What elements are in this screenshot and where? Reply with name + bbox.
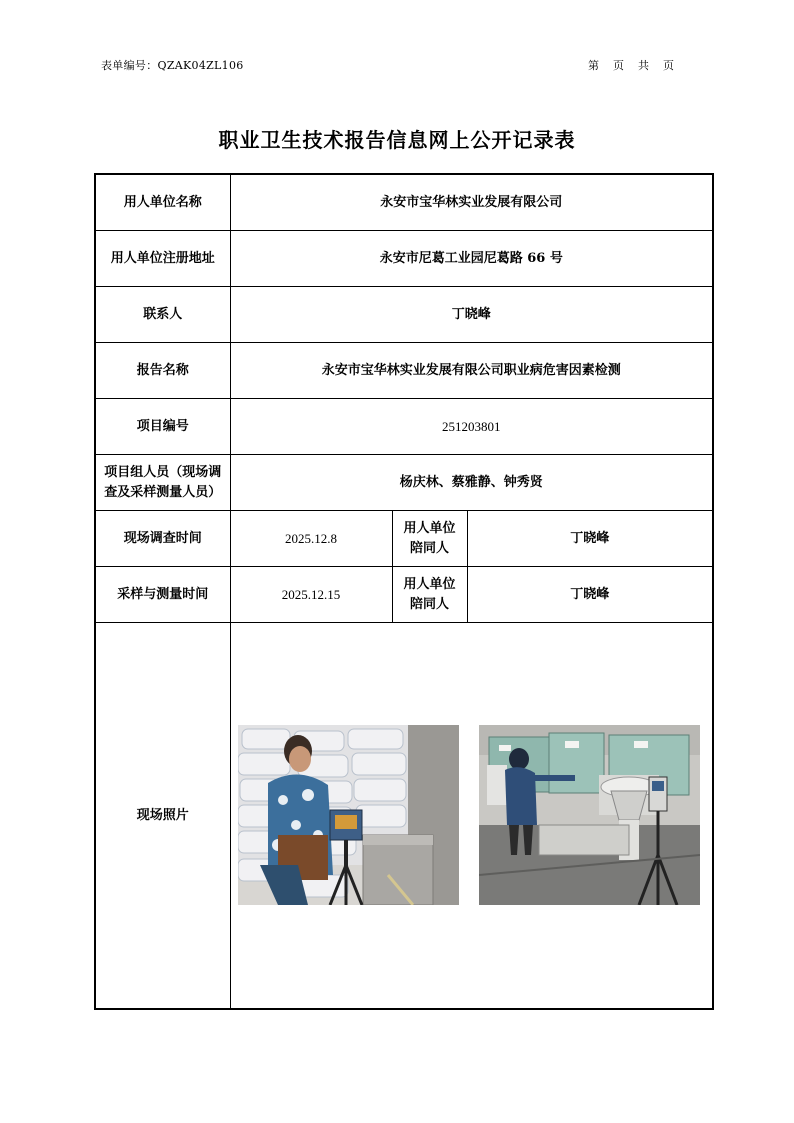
site-photo-1 [238, 725, 459, 905]
page-title: 职业卫生技术报告信息网上公开记录表 [218, 128, 576, 152]
survey-time-value: 2025.12.8 [230, 511, 392, 567]
contact-label: 联系人 [95, 287, 230, 343]
report-value: 永安市宝华林实业发展有限公司职业病危害因素检测 [230, 343, 713, 399]
employer-value: 永安市宝华林实业发展有限公司 [230, 174, 713, 231]
address-value: 永安市尼葛工业园尼葛路 66 号 [230, 231, 713, 287]
survey-time-label: 现场调查时间 [95, 511, 230, 567]
page-number: 第 页 共 页 [588, 59, 674, 72]
record-table [94, 173, 714, 1010]
report-label: 报告名称 [95, 343, 230, 399]
row-survey [95, 511, 713, 567]
row-sampling [95, 567, 713, 623]
address-label: 用人单位注册地址 [95, 231, 230, 287]
team-label: 项目组人员（现场调查及采样测量人员） [95, 455, 230, 511]
row-report [95, 343, 713, 399]
photos-cell [230, 623, 713, 1010]
row-team [95, 455, 713, 511]
row-employer [95, 174, 713, 231]
project-no-value: 251203801 [230, 399, 713, 455]
row-address [95, 231, 713, 287]
site-photo-2 [479, 725, 700, 905]
row-photos [95, 623, 713, 1010]
survey-escort-label: 用人单位陪同人 [392, 511, 467, 567]
row-project-no [95, 399, 713, 455]
photos-label: 现场照片 [95, 623, 230, 1010]
row-contact [95, 287, 713, 343]
sample-time-value: 2025.12.15 [230, 567, 392, 623]
team-value: 杨庆林、蔡雅静、钟秀贤 [230, 455, 713, 511]
form-number: 表单编号：QZAK04ZL106 [101, 59, 244, 72]
sample-escort-value: 丁晓峰 [467, 567, 713, 623]
sample-escort-label: 用人单位陪同人 [392, 567, 467, 623]
sample-time-label: 采样与测量时间 [95, 567, 230, 623]
project-no-label: 项目编号 [95, 399, 230, 455]
employer-label: 用人单位名称 [95, 174, 230, 231]
contact-value: 丁晓峰 [230, 287, 713, 343]
survey-escort-value: 丁晓峰 [467, 511, 713, 567]
